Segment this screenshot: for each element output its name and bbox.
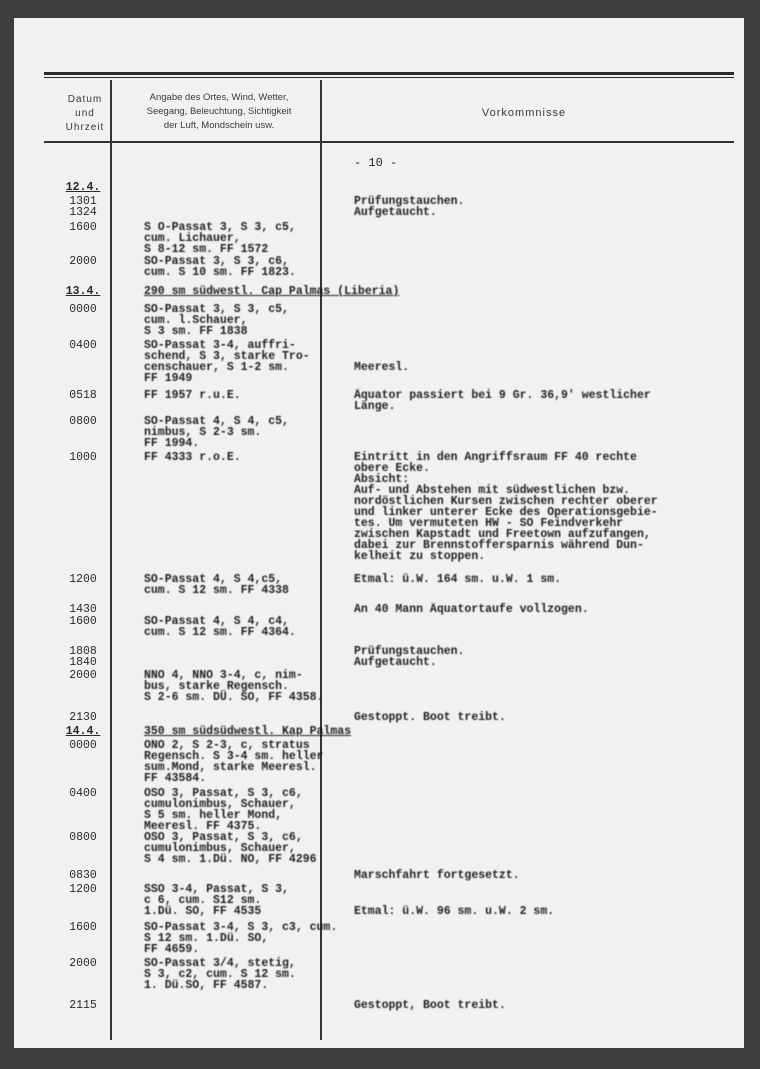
entry-weather-position: SO-Passat 4, S 4, c4, cum. S 12 sm. FF 4364. — [144, 615, 296, 639]
page-number: - 10 - — [354, 156, 398, 170]
entry-weather-position: FF 4333 r.o.E. — [144, 451, 241, 464]
header-date: Datum und Uhrzeit — [65, 94, 105, 133]
entry-events: Äquator passiert bei 9 Gr. 36,9' westlicher Länge. — [354, 389, 651, 413]
entry-date: 13.4. — [65, 285, 101, 298]
entry-events: Etmal: ü.W. 96 sm. u.W. 2 sm. — [354, 905, 555, 918]
entry-time: 1301 1324 — [69, 195, 97, 219]
entry-time: 2000 — [69, 669, 97, 682]
entry-date: 14.4. — [65, 725, 101, 738]
entry-weather-position: S O-Passat 3, S 3, c5, cum. Lichauer, S 8-12 sm. FF 1572 — [144, 221, 296, 256]
logbook-page — [14, 18, 744, 1048]
entry-weather-position: SO-Passat 3-4, S 3, c3, cum. S 12 sm. 1.Dü. SO, FF 4659. — [144, 921, 338, 956]
entry-weather-position: SO-Passat 4, S 4,c5, cum. S 12 sm. FF 4338 — [144, 573, 289, 597]
entry-events: Etmal: ü.W. 164 sm. u.W. 1 sm. — [354, 573, 562, 586]
entry-time: 0000 — [69, 739, 97, 752]
entry-weather-position: OSO 3, Passat, S 3, c6, cumulonimbus, Schauer, S 4 sm. 1.Dü. NO, FF 4296 — [144, 831, 317, 866]
entry-weather-position: SO-Passat 3/4, stetig, S 3, c2, cum. S 12 sm. 1. Dü.SO, FF 4587. — [144, 957, 296, 992]
entry-weather-position: NNO 4, NNO 3-4, c, nim- bus, starke Regensch. S 2-6 sm. DÜ. SO, FF 4358. — [144, 669, 324, 704]
entry-date: 12.4. — [65, 181, 101, 194]
entry-weather-position: SSO 3-4, Passat, S 3, c 6, cum. S12 sm. 1.Dü. SO, FF 4535 — [144, 883, 289, 918]
entry-time: 2115 — [69, 999, 97, 1012]
entry-time: 1000 — [69, 451, 97, 464]
top-rule-2 — [44, 77, 734, 78]
header-events: Vorkommnisse — [481, 107, 567, 119]
entry-time: 0518 — [69, 389, 97, 402]
entry-time: 1200 — [69, 883, 97, 896]
day-position-heading: 350 sm südsüdwestl. Kap Palmas — [144, 725, 352, 738]
entry-weather-position: SO-Passat 3-4, auffri- schend, S 3, starke Tro- censchauer, S 1-2 sm. FF 1949 — [144, 339, 310, 385]
entry-time: 0800 — [69, 415, 97, 428]
entry-events: Gestoppt, Boot treibt. — [354, 999, 506, 1012]
entry-weather-position: SO-Passat 4, S 4, c5, nimbus, S 2-3 sm. FF 1994. — [144, 415, 289, 450]
top-rule — [44, 72, 734, 75]
entry-weather-position: OSO 3, Passat, S 3, c6, cumulonimbus, Schauer, S 5 sm. heller Mond, Meeresl. FF 4375. — [144, 787, 303, 833]
entry-time: 0830 — [69, 869, 97, 882]
entry-time: 2130 — [69, 711, 97, 724]
entry-time: 1600 — [69, 221, 97, 234]
entry-events: Meeresl. — [354, 361, 410, 374]
entry-time: 0400 — [69, 787, 97, 800]
entry-time: 0800 — [69, 831, 97, 844]
entry-time: 1808 1840 — [69, 645, 97, 669]
entry-weather-position: SO-Passat 3, S 3, c6, cum. S 10 sm. FF 1823. — [144, 255, 296, 279]
entry-events: Gestoppt. Boot treibt. — [354, 711, 506, 724]
entry-time: 1600 — [69, 921, 97, 934]
entry-weather-position: SO-Passat 3, S 3, c5, cum. l.Schauer, S 3 sm. FF 1838 — [144, 303, 289, 338]
entry-events: Prüfungstauchen. Aufgetaucht. — [354, 645, 465, 669]
day-position-heading: 290 sm südwestl. Cap Palmas (Liberia) — [144, 285, 400, 298]
entry-time: 2000 — [69, 255, 97, 268]
entry-time: 1600 — [69, 615, 97, 628]
header-location: Angabe des Ortes, Wind, Wetter, Seegang, Beleuchtung, Sichtigkeit der Luft, Mondschein usw. — [146, 92, 292, 131]
entry-time: 1430 — [69, 603, 97, 616]
entry-time: 0000 — [69, 303, 97, 316]
entry-events: Prüfungstauchen. Aufgetaucht. — [354, 195, 465, 219]
entry-time: 1200 — [69, 573, 97, 586]
entry-events: Marschfahrt fortgesetzt. — [354, 869, 520, 882]
entry-time: 2000 — [69, 957, 97, 970]
entry-weather-position: ONO 2, S 2-3, c, stratus Regensch. S 3-4 sm. heller sum.Mond, starke Meeresl. FF 43584. — [144, 739, 324, 785]
entry-events: Eintritt in den Angriffsraum FF 40 rechte obere Ecke. Absicht: Auf- und Abstehen mit südwestlichen bzw. nordöstlichen Kursen zwischen rechter oberer und linker unterer Ecke des Operationsgebie- tes. Um vermuteten HW - SO Feindverkehr zwischen Kapstadt und Freetown aufzufangen, dabei zur Brennstoffersparnis während Dun- kelheit zu stoppen. — [354, 451, 658, 563]
entry-events: An 40 Mann Äquatortaufe vollzogen. — [354, 603, 589, 616]
header-separator — [44, 141, 734, 143]
entry-time: 0400 — [69, 339, 97, 352]
entry-weather-position: FF 1957 r.u.E. — [144, 389, 241, 402]
